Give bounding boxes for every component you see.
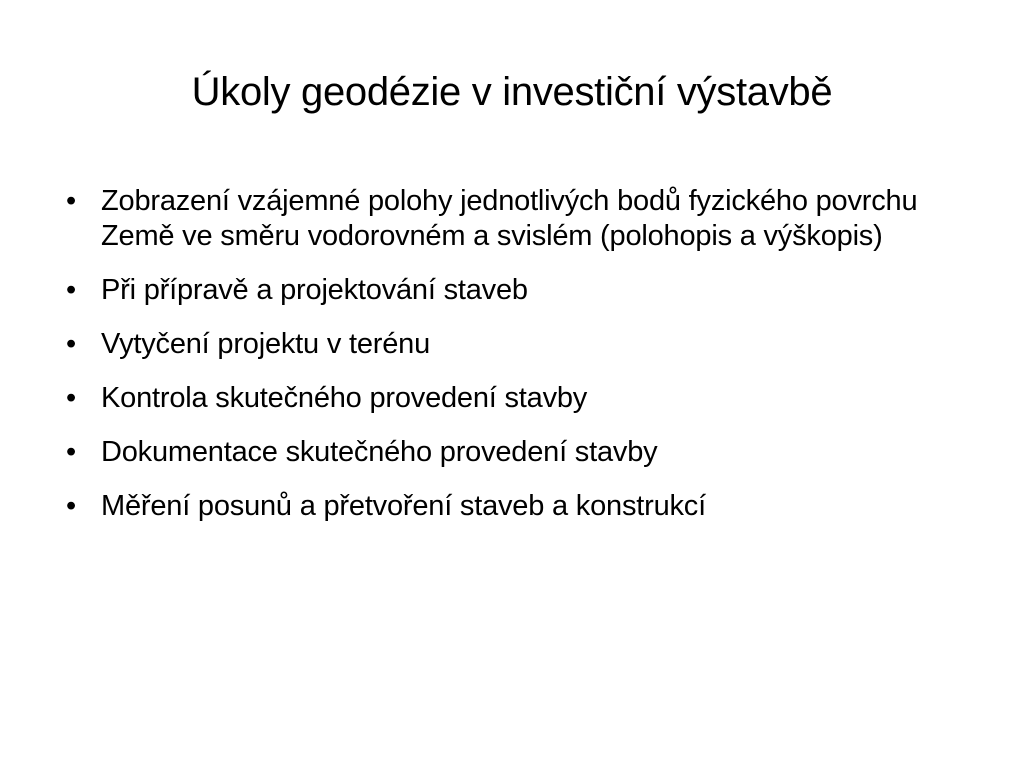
bullet-item [60, 327, 920, 362]
bullet-icon: • [66, 328, 76, 360]
bullet-item [60, 435, 920, 470]
bullet-text: Dokumentace skutečného provedení stavby [101, 436, 658, 468]
bullet-icon: • [66, 490, 76, 522]
bullet-text: Vytyčení projektu v terénu [101, 328, 431, 360]
bullet-text: Při přípravě a projektování staveb [101, 274, 528, 306]
bullet-item [60, 273, 920, 308]
bullet-icon: • [66, 436, 76, 468]
bullet-text: Zobrazení vzájemné polohy jednotlivých bodů fyzického povrchu Země ve směru vodorovném a svislém (polohopis a výškopis) [101, 185, 918, 252]
bullet-list [60, 184, 920, 543]
bullet-item [60, 489, 920, 524]
bullet-text: Kontrola skutečného provedení stavby [101, 382, 588, 414]
slide-title: Úkoly geodézie v investiční výstavbě [191, 70, 833, 114]
bullet-icon: • [66, 185, 76, 217]
bullet-item [60, 184, 920, 254]
bullet-text: Měření posunů a přetvoření staveb a konstrukcí [101, 490, 706, 522]
bullet-icon: • [66, 382, 76, 414]
bullet-item [60, 381, 920, 416]
bullet-icon: • [66, 274, 76, 306]
